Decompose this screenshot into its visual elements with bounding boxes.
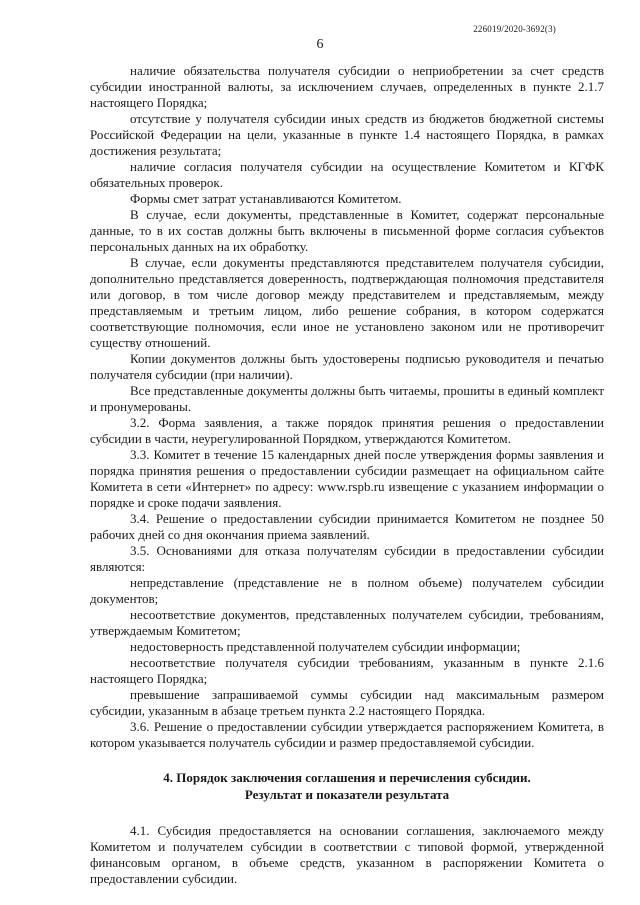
document-id: 226019/2020-3692(3): [473, 24, 556, 34]
paragraph: 3.4. Решение о предоставлении субсидии принимается Комитетом не позднее 50 рабочих дней со дня окончания приема заявлений.: [90, 511, 604, 542]
paragraph: 4.1. Субсидия предоставляется на основании соглашения, заключаемого между Комитетом и получателем субсидии в соответствии с типовой формой, утвержденной финансовым органом, в объеме средств, указанном в распоряжении Комитета о предоставлении субсидии.: [90, 823, 604, 886]
paragraph: несоответствие получателя субсидии требованиям, указанным в пункте 2.1.6 настоящего Порядка;: [90, 655, 604, 686]
paragraph: наличие согласия получателя субсидии на осуществление Комитетом и КГФК обязательных проверок.: [90, 159, 604, 190]
paragraph: В случае, если документы, представленные в Комитет, содержат персональные данные, то в их состав должны быть включены в письменной форме согласия субъектов персональных данных на их обработку.: [90, 207, 604, 254]
paragraph: 3.5. Основаниями для отказа получателям субсидии в предоставлении субсидии являются:: [90, 543, 604, 574]
paragraph: отсутствие у получателя субсидии иных средств из бюджетов бюджетной системы Российской Федерации на цели, указанные в пункте 1.4 настоящего Порядка, в рамках достижения результата;: [90, 111, 604, 158]
paragraph: непредставление (представление не в полном объеме) получателем субсидии документов;: [90, 575, 604, 606]
section-heading-line1: 4. Порядок заключения соглашения и перечисления субсидии.: [163, 770, 531, 785]
paragraph: Копии документов должны быть удостоверены подписью руководителя и печатью получателя субсидии (при наличии).: [90, 351, 604, 382]
paragraph: 3.3. Комитет в течение 15 календарных дней после утверждения формы заявления и порядка принятия решения о предоставлении субсидии размещает на официальном сайте Комитета в сети «Интернет» по адресу: www.rspb.ru извещение с указанием информации о порядке и сроке подачи заявления.: [90, 447, 604, 510]
paragraph: недостоверность представленной получателем субсидии информации;: [130, 639, 521, 654]
paragraph: 3.2. Форма заявления, а также порядок принятия решения о предоставлении субсидии в части, неурегулированной Порядком, утверждаются Комитетом.: [90, 415, 604, 446]
paragraph: превышение запрашиваемой суммы субсидии над максимальным размером субсидии, указанным в абзаце третьем пункта 2.2 настоящего Порядка.: [90, 687, 604, 718]
paragraph: несоответствие документов, представленных получателем субсидии, требованиям, утверждаемым Комитетом;: [90, 607, 604, 638]
paragraph: Все представленные документы должны быть читаемы, прошиты в единый комплект и пронумерованы.: [90, 383, 604, 414]
paragraph: В случае, если документы представляются представителем получателя субсидии, дополнительно представляется доверенность, подтверждающая полномочия представителя или договор, в том числе договор между представителем и представляемым, между представляемым и третьим лицом, либо решение собрания, в котором содержатся соответствующие полномочия, если иное не установлено законом или не противоречит существу отношений.: [90, 255, 604, 350]
paragraph: 3.6. Решение о предоставлении субсидии утверждается распоряжением Комитета, в котором указывается получатель субсидии и размер предоставляемой субсидии.: [90, 719, 604, 750]
paragraph: наличие обязательства получателя субсидии о неприобретении за счет средств субсидии иностранной валюты, за исключением случаев, определенных в пункте 2.1.7 настоящего Порядка;: [90, 63, 604, 110]
paragraph: Формы смет затрат устанавливаются Комитетом.: [130, 191, 402, 206]
page-number: 6: [316, 37, 324, 52]
section-heading-line2: Результат и показатели результата: [244, 787, 450, 802]
section-heading: [90, 769, 604, 803]
document-body: [90, 63, 604, 887]
